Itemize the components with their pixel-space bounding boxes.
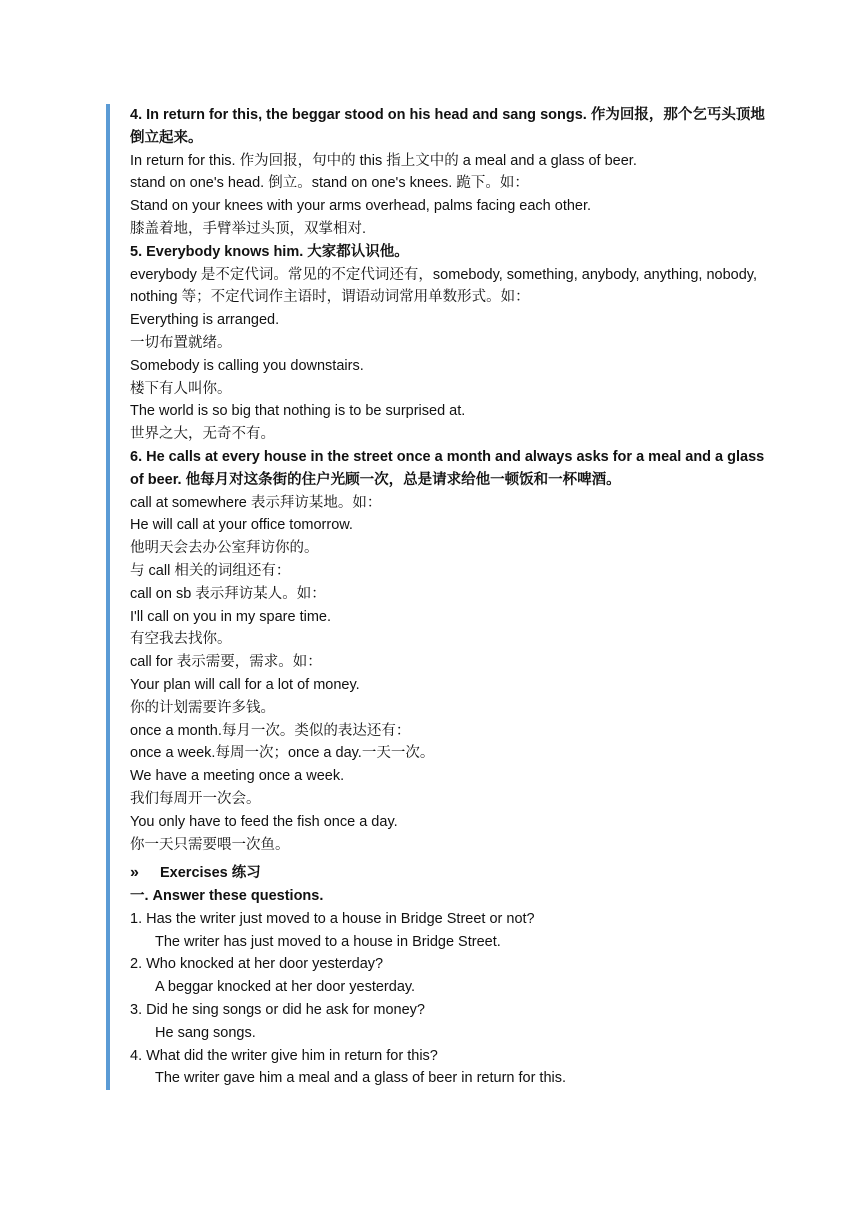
exercise-qa-list [130, 908, 770, 1090]
note-line: The world is so big that nothing is to be surprised at. [130, 403, 466, 420]
exercise-question: 3. Did he sing songs or did he ask for money? [130, 1002, 425, 1019]
note-line: 你一天只需要喂一次鱼。 [130, 836, 290, 853]
note-line: Stand on your knees with your arms overhead, palms facing each other. [130, 198, 592, 215]
document-content [106, 104, 770, 1090]
note-heading: 6. He calls at every house in the street once a month and always asks for a meal and a glass of beer. 他每月对这条街的住户光顾一次，总是请求给他一顿饭和一杯啤酒。 [130, 448, 765, 488]
exercise-answer: A beggar knocked at her door yesterday. [155, 979, 416, 996]
note-line: 你的计划需要许多钱。 [130, 699, 275, 716]
note-heading: 4. In return for this, the beggar stood on his head and sang songs. 作为回报，那个乞丐头顶地倒立起来。 [130, 107, 765, 146]
double-chevron-right-icon: » [130, 864, 136, 882]
note-line: 世界之大，无奇不有。 [130, 426, 275, 443]
note-line: 一切布置就绪。 [130, 334, 232, 351]
exercise-section-title: 一. Answer these questions. [130, 888, 324, 905]
exercise-answer: The writer has just moved to a house in Bridge Street. [155, 933, 501, 950]
note-line: In return for this. 作为回报，句中的 this 指上文中的 a meal and a glass of beer. [130, 152, 637, 169]
exercise-question: 4. What did the writer give him in return for this? [130, 1047, 438, 1064]
notes-section [130, 104, 770, 856]
note-line: Everything is arranged. [130, 312, 280, 329]
note-line: call at somewhere 表示拜访某地。如： [130, 494, 382, 511]
note-line: You only have to feed the fish once a day. [130, 813, 398, 830]
note-line: once a month.每月一次。类似的表达还有： [130, 722, 411, 739]
exercise-answer: He sang songs. [155, 1024, 256, 1041]
exercises-label: Exercises 练习 [160, 865, 261, 882]
exercise-question: 1. Has the writer just moved to a house in Bridge Street or not? [130, 910, 535, 927]
note-line: 他明天会去办公室拜访你的。 [130, 540, 319, 557]
note-line: Your plan will call for a lot of money. [130, 676, 360, 693]
note-line: 膝盖着地，手臂举过头顶，双掌相对. [130, 220, 367, 237]
note-line: 我们每周开一次会。 [130, 790, 261, 807]
exercise-question: 2. Who knocked at her door yesterday? [130, 956, 384, 973]
note-line: He will call at your office tomorrow. [130, 517, 353, 534]
note-line: We have a meeting once a week. [130, 768, 345, 785]
note-line: 有空我去找你。 [130, 631, 232, 648]
note-line: call on sb 表示拜访某人。如： [130, 585, 326, 602]
note-line: call for 表示需要，需求。如： [130, 654, 322, 671]
note-line: I'll call on you in my spare time. [130, 608, 332, 625]
exercise-answer: The writer gave him a meal and a glass of beer in return for this. [155, 1070, 567, 1087]
note-line: stand on one's head. 倒立。stand on one's knees. 跪下。如： [130, 175, 529, 192]
note-line: once a week.每周一次；once a day.一天一次。 [130, 745, 435, 762]
note-line: 与 call 相关的词组还有： [130, 562, 291, 579]
note-line: 楼下有人叫你。 [130, 380, 232, 397]
note-heading: 5. Everybody knows him. 大家都认识他。 [130, 243, 409, 260]
note-line: Somebody is calling you downstairs. [130, 357, 364, 374]
exercises-heading [130, 862, 770, 885]
note-line: everybody 是不定代词。常见的不定代词还有，somebody, something, anybody, anything, nobody, nothing 等；不定代词作主语时，谓语动词常用单数形式。如： [130, 266, 757, 306]
